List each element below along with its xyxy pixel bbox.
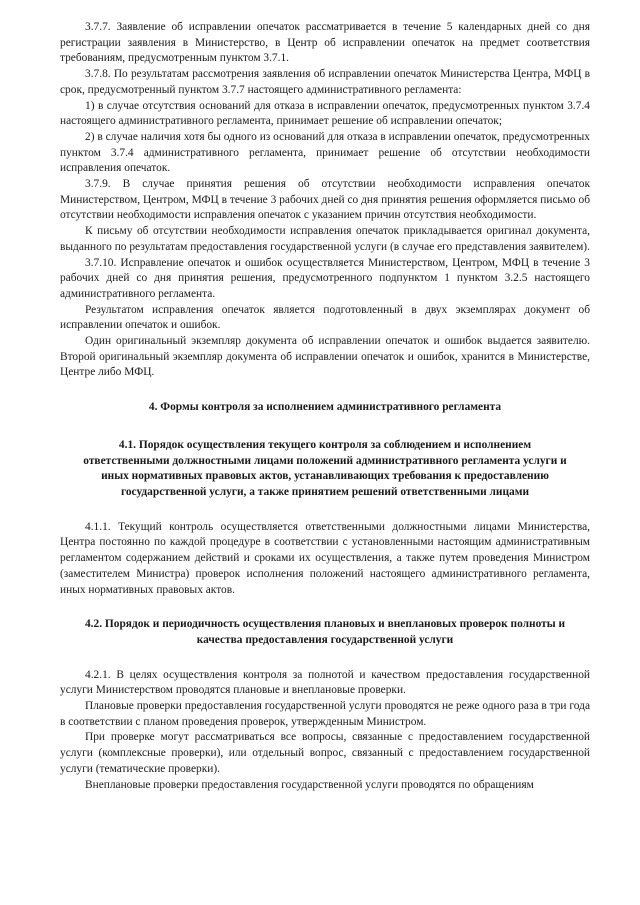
- paragraph-3-7-7: 3.7.7. Заявление об исправлении опечаток рассматривается в течение 5 календарных дней со дня регистрации заявления в Министерство, в Центр об исправлении опечаток на предмет соответствия требованиям, предусмотренным пунктом 3.7.1.: [60, 21, 590, 65]
- spacer: [60, 501, 590, 520]
- paragraph-3-7-8-item-1: 1) в случае отсутствия оснований для отказа в исправлении опечаток, предусмотренных пунктом 3.7.4 настоящего административного регламента, принимает решение об исправлении опечаток;: [60, 99, 590, 128]
- section-4-heading: 4. Формы контроля за исполнением административного регламента: [148, 401, 502, 414]
- section-4-1-heading: 4.1. Порядок осуществления текущего контроля за соблюдением и исполнением ответственными должностными лицами положений административного регламента услуги и иных нормативных правовых актов, устанавливающих требования к предоставлению государственной услуги, а также принятием решений ответственными лицами: [83, 438, 567, 498]
- paragraph-check-scope: При проверке могут рассматриваться все вопросы, связанные с предоставлением государственной услуги (комплексные проверки), или отдельный вопрос, связанный с предоставлением государственной услуги (тематические проверки).: [60, 731, 590, 775]
- paragraph-3-7-10-result: Результатом исправления опечаток является подготовленный в двух экземплярах документ об исправлении опечаток и ошибок.: [60, 303, 590, 332]
- paragraph-unplanned-checks: Внеплановые проверки предоставления государственной услуги проводятся по обращениям: [85, 778, 534, 791]
- paragraph-3-7-10: 3.7.10. Исправление опечаток и ошибок осуществляется Министерством, Центром, МФЦ в течение 3 рабочих дней со дня принятия решения, предусмотренного подпунктом 1 пунктом 3.2.5 настоящего административного регламента.: [60, 256, 590, 300]
- document-page: [60, 20, 590, 793]
- spacer: [60, 416, 590, 438]
- spacer: [60, 381, 590, 400]
- section-4-2-heading: 4.2. Порядок и периодичность осуществления плановых и внеплановых проверок полноты и качества предоставления государственной услуги: [84, 618, 566, 646]
- paragraph-4-1-1: 4.1.1. Текущий контроль осуществляется ответственными должностными лицами Министерства, Центра постоянно по каждой процедуре в соответствии с установленными настоящим административным регламентом содержанием действий и сроками их осуществления, а также путем проведения Министром (заместителем Министра) проверок исполнения положений настоящего административного регламента, иных нормативных правовых актов.: [60, 520, 590, 596]
- paragraph-3-7-8-item-2: 2) в случае наличия хотя бы одного из оснований для отказа в исправлении опечаток, предусмотренных пунктом 3.7.4 административного регламента, принимает решение об отсутствии необходимости исправления опечаток.: [60, 130, 590, 175]
- spacer: [60, 649, 590, 668]
- paragraph-planned-checks: Плановые проверки предоставления государственной услуги проводятся не реже одного раза в три года в соответствии с планом проведения проверок, утвержденным Министром.: [60, 700, 590, 728]
- paragraph-3-7-8: 3.7.8. По результатам рассмотрения заявления об исправлении опечаток Министерства Центра, МФЦ в срок, предусмотренный пунктом 3.7.7 настоящего административного регламента:: [60, 68, 590, 96]
- paragraph-3-7-9: 3.7.9. В случае принятия решения об отсутствии необходимости исправления опечаток Министерством, Центром, МФЦ в течение 3 рабочих дней со дня принятия решения оформляется письмо об отсутствии необходимости исправления опечаток с указанием причин отсутствия необходимости.: [60, 178, 590, 222]
- paragraph-3-7-9-attachment: К письму об отсутствии необходимости исправления опечаток прикладывается оригинал документа, выданного по результатам предоставления государственной услуги (в случае его представления заявителем).: [60, 225, 590, 253]
- paragraph-3-7-10-copies: Один оригинальный экземпляр документа об исправлении опечаток и ошибок выдается заявителю. Второй оригинальный экземпляр документа об исправлении опечаток и ошибок, хранится в Министерстве, Центре либо МФЦ.: [60, 335, 590, 379]
- paragraph-4-2-1: 4.2.1. В целях осуществления контроля за полнотой и качеством предоставления государственной услуги Министерством проводятся плановые и внеплановые проверки.: [60, 668, 590, 697]
- spacer: [60, 598, 590, 617]
